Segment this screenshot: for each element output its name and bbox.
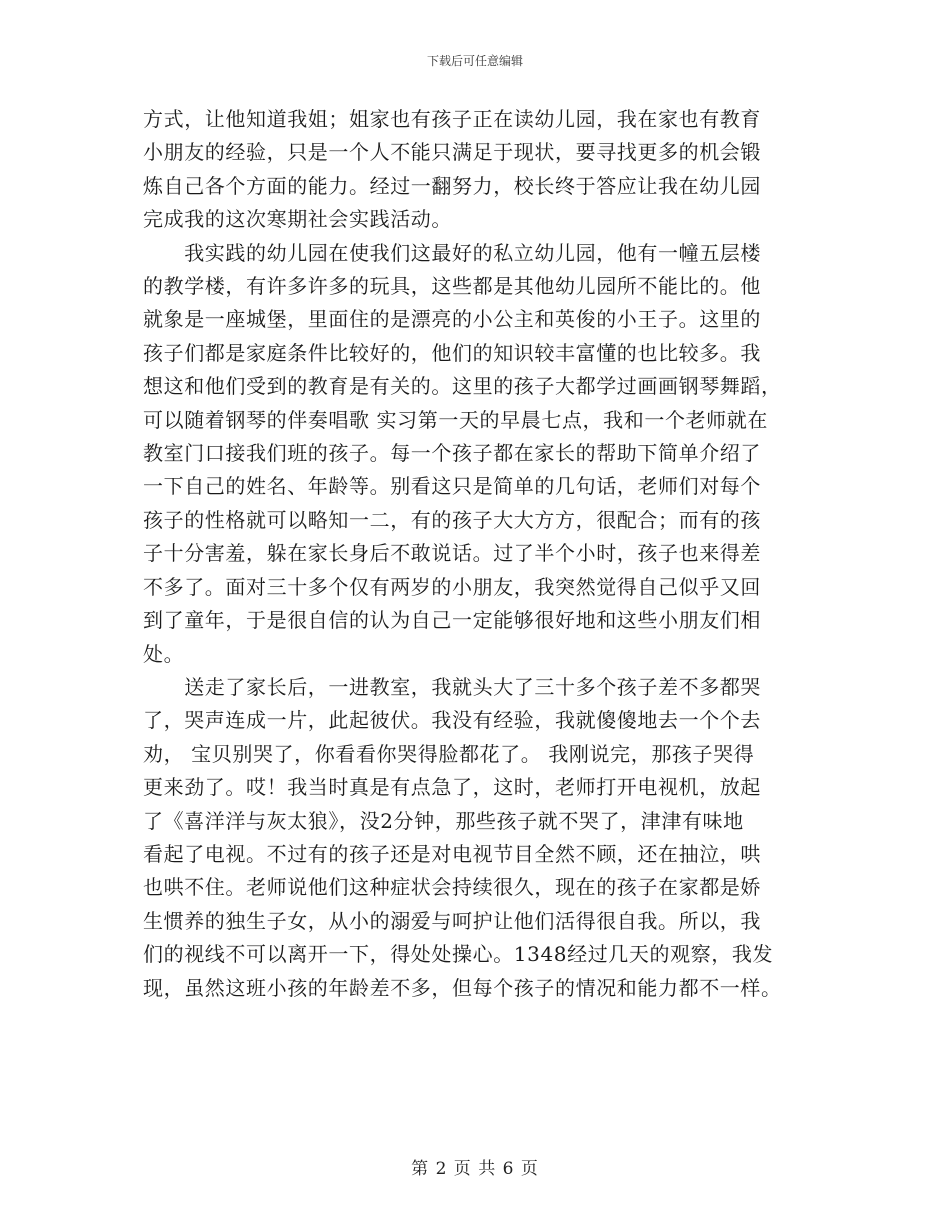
- text-line: 也哄不住。老师说他们这种症状会持续很久，现在的孩子在家都是娇: [143, 875, 761, 900]
- text-line: 教室门口接我们班的孩子。每一个孩子都在家长的帮助下简单介绍了: [143, 441, 761, 466]
- text-line: 我实践的幼儿园在使我们这最好的私立幼儿园，他有一幢五层楼: [143, 240, 761, 265]
- text-line: 送走了家长后，一进教室，我就头大了三十多个孩子差不多都哭: [143, 674, 761, 699]
- text-line: 想这和他们受到的教育是有关的。这里的孩子大都学过画画钢琴舞蹈，: [143, 374, 782, 399]
- text-line: 生惯养的独生子女，从小的溺爱与呵护让他们活得很自我。所以，我: [143, 908, 761, 933]
- text-line: 小朋友的经验，只是一个人不能只满足于现状，要寻找更多的机会锻: [143, 140, 761, 165]
- text-line: 方式，让他知道我姐；姐家也有孩子正在读幼儿园，我在家也有教育: [143, 107, 761, 131]
- text-line: 一下自己的姓名、年龄等。别看这只是简单的几句话，老师们对每个: [143, 474, 761, 499]
- text-line: 们的视线不可以离开一下，得处处操心。1348经过几天的观察，我发: [143, 942, 774, 967]
- text-line: 不多了。面对三十多个仅有两岁的小朋友，我突然觉得自己似乎又回: [143, 574, 761, 599]
- text-line: 更来劲了。哎！我当时真是有点急了，这时，老师打开电视机，放起: [143, 775, 761, 800]
- text-line: 孩子的性格就可以略知一二，有的孩子大大方方，很配合；而有的孩: [143, 507, 761, 532]
- text-line: 处。: [143, 641, 185, 666]
- text-line: 完成我的这次寒期社会实践活动。: [143, 207, 452, 232]
- text-line: 劝， 宝贝别哭了，你看看你哭得脸都花了。 我刚说完，那孩子哭得: [143, 741, 755, 766]
- text-line: 到了童年，于是很自信的认为自己一定能够很好地和这些小朋友们相: [143, 608, 761, 633]
- text-line: 孩子们都是家庭条件比较好的，他们的知识较丰富懂的也比较多。我: [143, 340, 761, 365]
- text-line: 可以随着钢琴的伴奏唱歌 实习第一天的早晨七点，我和一个老师就在: [143, 407, 768, 432]
- document-body: [143, 103, 811, 1005]
- text-line: 的教学楼，有许多许多的玩具，这些都是其他幼儿园所不能比的。他: [143, 274, 761, 299]
- text-line: 就象是一座城堡，里面住的是漂亮的小公主和英俊的小王子。这里的: [143, 307, 761, 332]
- text-line: 炼自己各个方面的能力。经过一翻努力，校长终于答应让我在幼儿园: [143, 173, 761, 198]
- text-line: 子十分害羞，躲在家长身后不敢说话。过了半个小时，孩子也来得差: [143, 541, 761, 566]
- text-line: 了《喜洋洋与灰太狼》，没2分钟，那些孩子就不哭了，津津有味地: [143, 808, 744, 833]
- page-header: 下载后可任意编辑: [426, 54, 523, 68]
- text-line: 了，哭声连成一片，此起彼伏。我没有经验，我就傻傻地去一个个去: [143, 708, 761, 733]
- text-line: 看起了电视。不过有的孩子还是对电视节目全然不顾，还在抽泣，哄: [143, 841, 761, 866]
- page-number-footer: 第 2 页 共 6 页: [411, 1159, 539, 1179]
- text-line: 现，虽然这班小孩的年龄差不多，但每个孩子的情况和能力都不一样。: [143, 975, 782, 1000]
